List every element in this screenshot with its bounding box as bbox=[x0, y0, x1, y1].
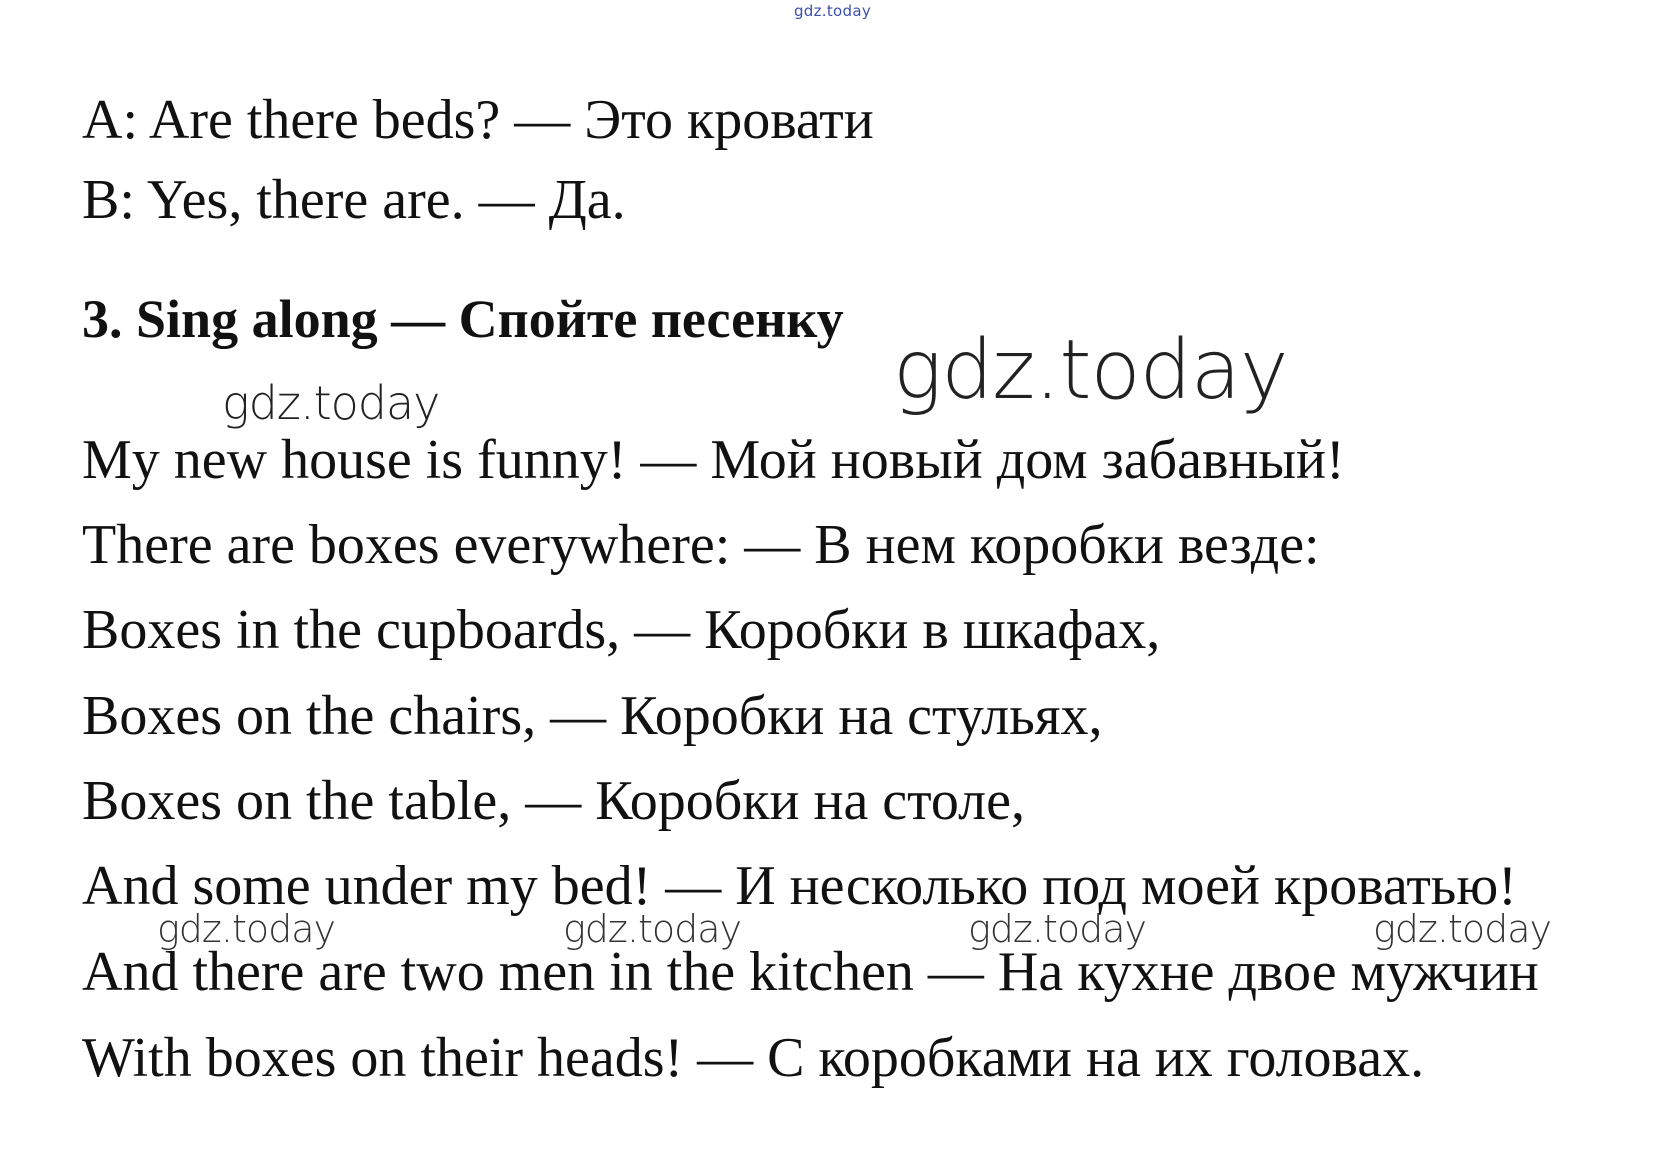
watermark-row-2: gdz.today bbox=[563, 907, 741, 951]
exercise-heading: 3. Sing along — Спойте песенку bbox=[82, 289, 844, 349]
song-line-6: And some under my bed! — И несколько под моей кроватью! bbox=[82, 855, 1517, 917]
watermark-large: gdz.today bbox=[893, 323, 1288, 418]
song-line-3: Boxes in the cupboards, — Коробки в шкафах, bbox=[82, 599, 1161, 661]
watermark-row-3: gdz.today bbox=[968, 907, 1146, 951]
dialog-line-a: A: Are there beds? — Это кровати bbox=[82, 89, 874, 151]
song-line-1: My new house is funny! — Мой новый дом забавный! bbox=[82, 429, 1345, 491]
song-line-4: Boxes on the chairs, — Коробки на стульях, bbox=[82, 685, 1103, 747]
top-watermark: gdz.today bbox=[793, 2, 872, 20]
watermark-row-4: gdz.today bbox=[1373, 907, 1551, 951]
watermark-medium: gdz.today bbox=[222, 376, 440, 430]
watermark-row-1: gdz.today bbox=[157, 907, 335, 951]
song-line-2: There are boxes everywhere: — В нем коробки везде: bbox=[82, 514, 1320, 576]
dialog-line-b: B: Yes, there are. — Да. bbox=[82, 169, 626, 231]
song-line-8: With boxes on their heads! — С коробками на их головах. bbox=[82, 1027, 1425, 1089]
song-line-7: And there are two men in the kitchen — На кухне двое мужчин bbox=[82, 941, 1539, 1003]
song-line-5: Boxes on the table, — Коробки на столе, bbox=[82, 770, 1025, 832]
